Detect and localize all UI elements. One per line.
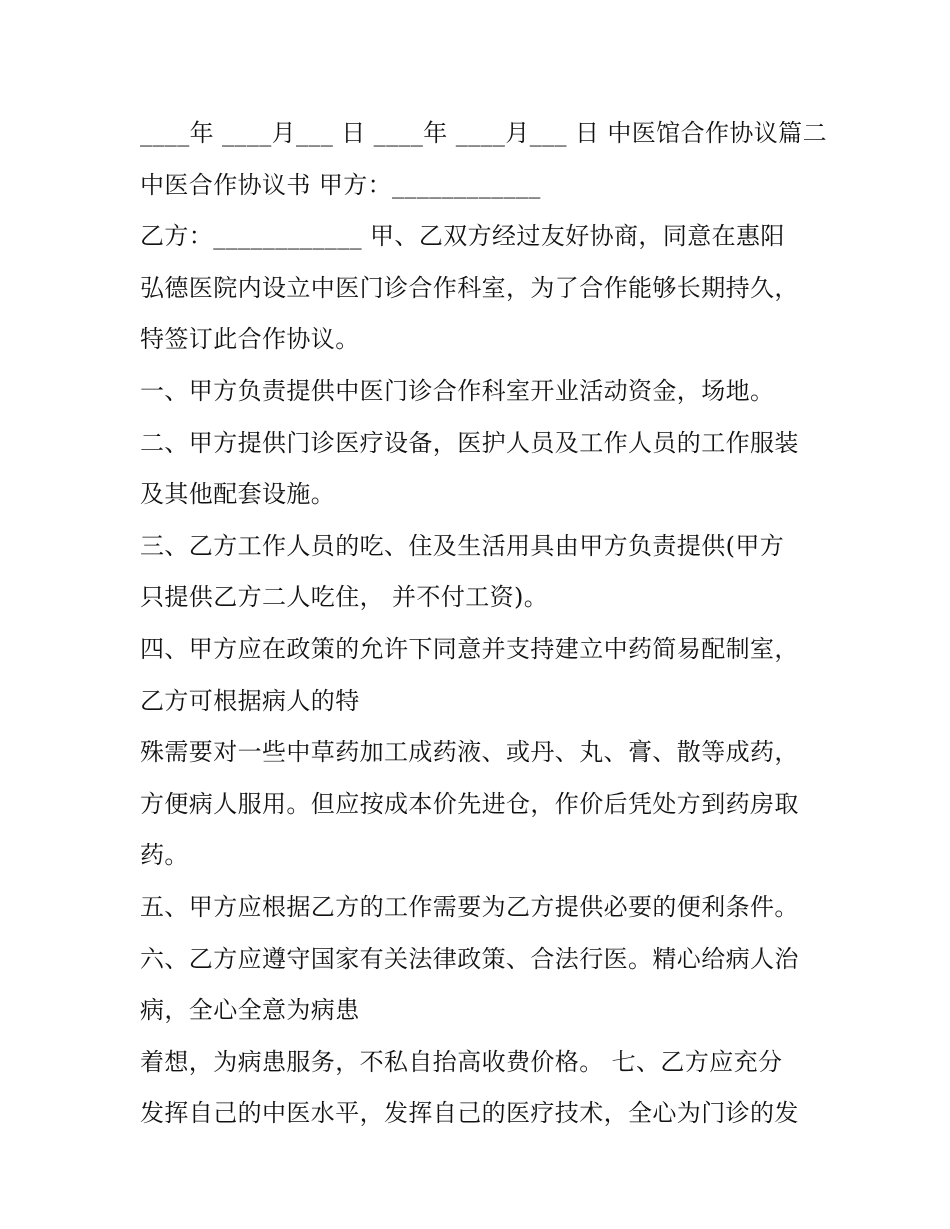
document-body — [140, 108, 827, 1140]
text-line: 及其他配套设施。 — [140, 480, 336, 509]
text-line: 着想，为病患服务，不私自抬高收费价格。 七、乙方应充分 — [140, 1047, 783, 1076]
text-line: 发挥自己的中医水平，发挥自己的医疗技术，全心为门诊的发 — [140, 1099, 799, 1128]
clause-5: 五、甲方应根据乙方的工作需要为乙方提供必要的便利条件。 — [140, 892, 799, 921]
clause-3: 三、乙方工作人员的吃、住及生活用具由甲方负责提供(甲方 — [140, 531, 785, 560]
clause-4: 四、甲方应在政策的允许下同意并支持建立中药简易配制室， — [140, 634, 799, 663]
clause-6: 六、乙方应遵守国家有关法律政策、合法行医。精心给病人治 — [140, 944, 799, 973]
text-line: 药。 — [140, 841, 189, 870]
text-line: 乙方可根据病人的特 — [140, 686, 360, 715]
clause-1: 一、甲方负责提供中医门诊合作科室开业活动资金，场地。 — [140, 376, 775, 405]
text-line-party-b: 乙方：____________ 甲、乙双方经过友好协商，同意在惠阳 — [140, 222, 785, 251]
text-line: 殊需要对一些中草药加工成药液、或丹、丸、膏、散等成药， — [140, 738, 799, 767]
text-line: 只提供乙方二人吃住， 并不付工资)。 — [140, 583, 549, 612]
text-line-party-a: 中医合作协议书 甲方：____________ — [140, 170, 541, 199]
clause-2: 二、甲方提供门诊医疗设备，医护人员及工作人员的工作服装 — [140, 428, 799, 457]
text-line: 病，全心全意为病患 — [140, 996, 360, 1025]
text-line: 方便病人服用。但应按成本价先进仓，作价后凭处方到药房取 — [140, 789, 799, 818]
text-line-date-title: ____年 ____月___ 日 ____年 ____月___ 日 中医馆合作协议篇二 — [140, 119, 827, 147]
text-line: 弘德医院内设立中医门诊合作科室，为了合作能够长期持久， — [140, 273, 799, 302]
text-line: 特签订此合作协议。 — [140, 325, 360, 354]
